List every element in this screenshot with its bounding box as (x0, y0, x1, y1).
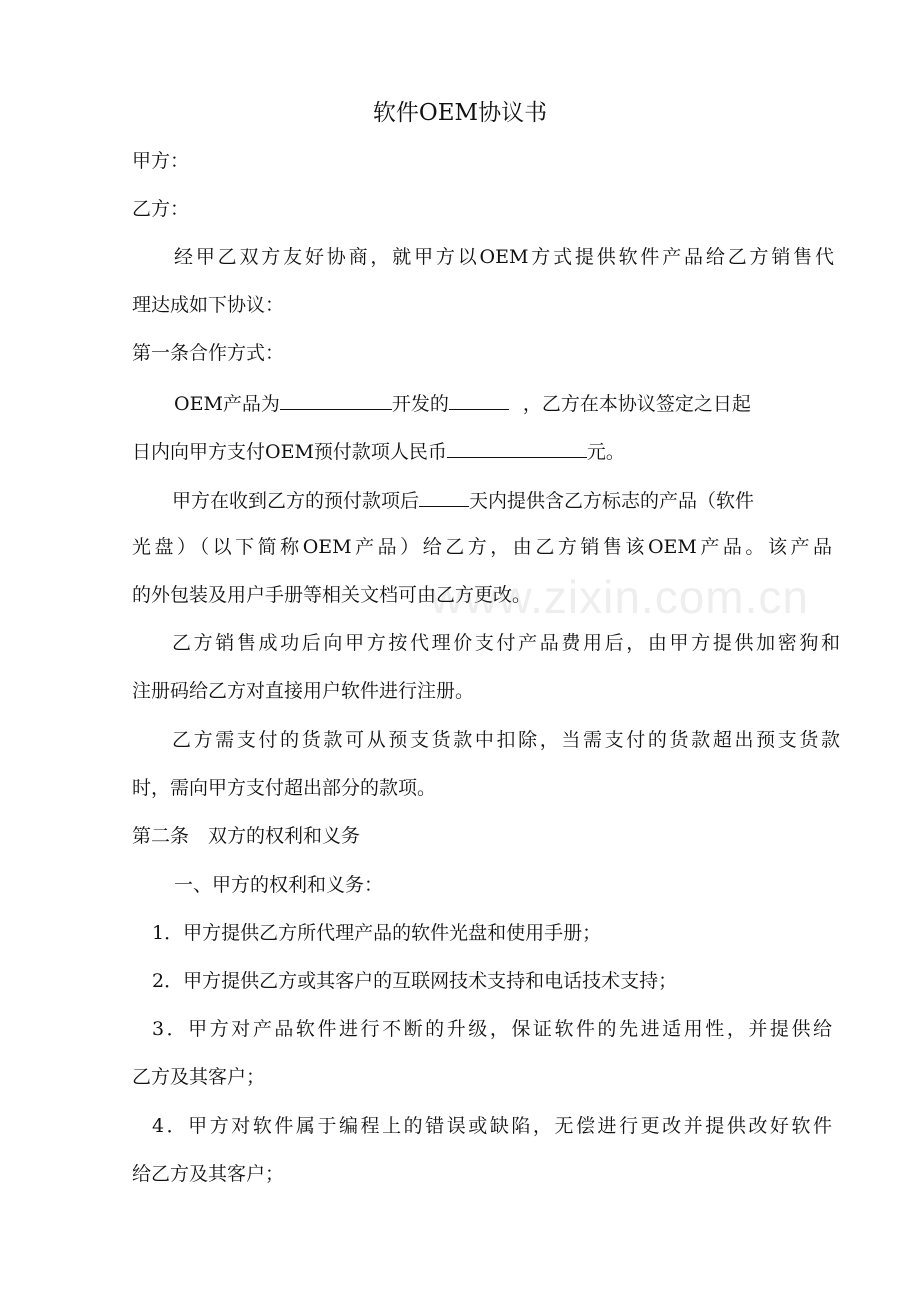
section-a-heading: 一、甲方的权利和义务： (174, 874, 384, 896)
text-segment: 甲方在收到乙方的预付款项后 (172, 490, 420, 512)
party-b-label: 乙方： (132, 198, 190, 220)
text-segment: 日内向甲方支付OEM预付款项人民币 (132, 441, 447, 463)
blank-line-developer (280, 387, 392, 410)
text-segment: OEM产品为 (174, 393, 280, 415)
list-item-4-line-1: 4．甲方对软件属于编程上的错误或缺陷，无偿进行更改并提供改好软件 (152, 1115, 832, 1137)
list-item-4-line-2: 给乙方及其客户； (132, 1163, 285, 1185)
list-item-1: 1．甲方提供乙方所代理产品的软件光盘和使用手册； (152, 922, 602, 944)
article-1-para-2-line-3: 的外包装及用户手册等相关文档可由乙方更改。 (132, 584, 532, 606)
article-1-para-2-line-1 (172, 484, 834, 516)
blank-line-product (449, 387, 509, 410)
party-a-label: 甲方： (132, 150, 190, 172)
blank-line-days (419, 484, 469, 507)
document-title: 软件OEM协议书 (372, 100, 548, 126)
article-1-para-1-line-1 (174, 387, 834, 419)
list-item-3-line-1: 3．甲方对产品软件进行不断的升级，保证软件的先进适用性，并提供给 (152, 1018, 832, 1040)
article-1-para-2-line-2: 光盘）（以下简称OEM产品）给乙方，由乙方销售该OEM产品。该产品 (132, 536, 832, 558)
list-item-2: 2．甲方提供乙方或其客户的互联网技术支持和电话技术支持； (152, 970, 678, 992)
intro-line-2: 理达成如下协议： (132, 294, 285, 316)
watermark-text: www.zixin.com.cn (430, 571, 809, 623)
intro-line-1: 经甲乙双方友好协商，就甲方以OEM方式提供软件产品给乙方销售代 (174, 246, 834, 268)
list-item-3-line-2: 乙方及其客户； (132, 1066, 266, 1088)
article-1-heading: 第一条合作方式： (132, 342, 285, 364)
article-1-para-4-line-2: 时，需向甲方支付超出部分的款项。 (132, 777, 437, 799)
text-segment: 开发的 (391, 393, 449, 415)
article-1-para-4-line-1: 乙方需支付的货款可从预支货款中扣除，当需支付的货款超出预支货款 (172, 729, 840, 751)
text-segment: 元。 (586, 441, 625, 463)
article-1-para-1-line-2 (132, 435, 844, 467)
article-1-para-3-line-2: 注册码给乙方对直接用户软件进行注册。 (132, 680, 475, 702)
article-2-heading: 第二条 双方的权利和义务 (132, 825, 361, 847)
text-segment: ，乙方在本协议签定之日起 (522, 393, 751, 415)
text-segment: 天内提供含乙方标志的产品（软件 (469, 490, 755, 512)
article-1-para-3-line-1: 乙方销售成功后向甲方按代理价支付产品费用后，由甲方提供加密狗和 (172, 632, 840, 654)
blank-line-amount (447, 435, 587, 458)
